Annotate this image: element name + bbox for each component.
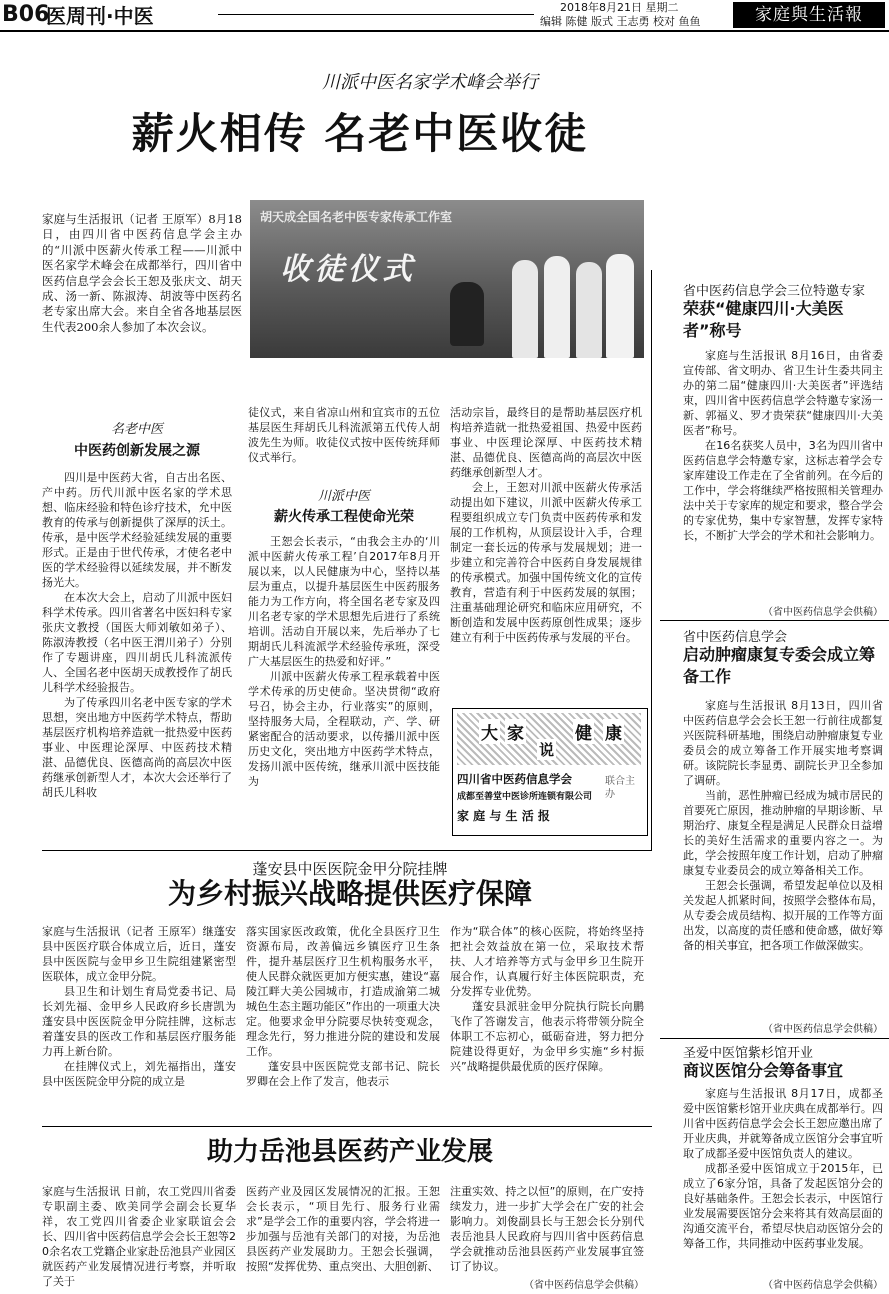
story3-col3: 注重实效、持之以恒”的原则，在广安持续发力，进一步扩大学会在广安的社会影响力。刘俊副县长与王恕会长分别代表岳池县人民政府与四川省中医药信息学会就推动岳池县医药产业发展事宜签订了协议。 bbox=[450, 1185, 644, 1273]
header-rule bbox=[218, 14, 534, 15]
col-divider-right bbox=[651, 270, 652, 850]
story2-headline: 为乡村振兴战略提供医疗保障 bbox=[167, 877, 532, 910]
header-bottom-rule bbox=[0, 30, 889, 32]
right-divider-2 bbox=[660, 1038, 889, 1039]
promo-char: 健 bbox=[573, 719, 594, 744]
story2-top-rule bbox=[42, 850, 652, 851]
photo-banner-text: 胡天成全国名老中医专家传承工作室 bbox=[260, 210, 453, 224]
right3-body: 家庭与生活报讯 8月17日，成都圣爱中医馆紫杉馆开业庆典在成都举行。四川省中医药信息学会会长王恕应邀出席了开业庆典，并就筹备成立医馆分会事宜听取了成都圣爱中医馆负责人的建议。 成都圣爱中医馆成立于2015年，已成立了6家分馆，具备了发起医馆分会的良好基础条件。王恕会长表示，中医馆行业发展需要医馆分会来将其有效高层面的沟通交流平台，希望尽快启动医馆分会的筹备工作，共同推动中医药事业发展。 bbox=[683, 1087, 883, 1250]
right1-body: 家庭与生活报讯 8月16日，由省委宣传部、省文明办、省卫生计生委共同主办的第二届“健康四川·大美医者”评选结束，四川省中医药信息学会特邀专家汤一新、郭福义、罗才贵荣获“健康四川·大美医者”称号。 在16名获奖人员中，3名为四川省中医药信息学会特邀专家，这标志着学会专家库建设工作走在了全省前列。在今后的工作中，学会将继续严格按照相关管理办法中关于专家库的规定和要求，整合学会的专家优势，集中专家智慧，发挥专家特长，不断扩大学会的学术和社会影响力。 bbox=[683, 349, 883, 542]
photo-caption: 收徒仪式 bbox=[280, 252, 416, 287]
right2-source: （省中医药信息学会供稿） bbox=[763, 1024, 883, 1035]
photo-figure-seated bbox=[450, 282, 484, 346]
promo-side-label: 联合主办 bbox=[605, 776, 635, 800]
story2-kicker: 蓬安县中医医院金甲分院挂牌 bbox=[252, 860, 448, 878]
page-label: B06 bbox=[2, 2, 50, 27]
sub1-title: 中医药创新发展之源 bbox=[74, 443, 200, 459]
right1-source: （省中医药信息学会供稿） bbox=[763, 607, 883, 618]
lead-kicker: 川派中医名家学术峰会举行 bbox=[322, 72, 538, 93]
right3-title: 商议医馆分会筹备事宜 bbox=[683, 1061, 844, 1080]
photo-figure-standing-3 bbox=[576, 262, 602, 358]
sub2-kicker: 川派中医 bbox=[317, 489, 370, 504]
sub2-title: 薪火传承工程使命光荣 bbox=[274, 509, 414, 525]
header-date: 2018年8月21日 星期二 bbox=[560, 1, 679, 14]
right2-title: 启动肿瘤康复专委会成立筹备工作 bbox=[683, 645, 876, 686]
header-credits: 编辑 陈健 版式 王志勇 校对 鱼鱼 bbox=[540, 15, 701, 28]
story2-col2: 落实国家医改政策，优化全县医疗卫生资源布局，改善偏远乡镇医疗卫生条件，提升基层医疗卫生机构服务水平，使人民群众就医更加方便实惠，建设“嘉陵江畔大美公园城市，打造成渝第二城城色生态主题功能区”作出的一项重大决定。他要求金甲分院要尽快转变观念，理念先行，努力推进分院的建设和发展工作。 蓬安县中医医院党支部书记、院长罗卿在会上作了发言，他表示 bbox=[246, 925, 440, 1088]
photo-figure-standing-1 bbox=[512, 260, 538, 358]
story2-col1: 家庭与生活报讯（记者 王原军）继蓬安县中医医疗联合体成立后，近日，蓬安县中医医院与金甲乡卫生院组建紧密型医联体，成立金甲分院。 县卫生和计划生育局党委书记、局长刘先福、金甲乡人民政府乡长唐凯为蓬安县中医医院金甲分院挂牌，这标志着蓬安县的医改工作和基层医疗服务能力再上新台阶。 在挂牌仪式上，刘先福指出，蓬安县中医医院金甲分院的成立是 bbox=[42, 925, 236, 1088]
promo-line-2: 成都至善堂中医诊所连锁有限公司 bbox=[457, 792, 593, 802]
right3-source: （省中医药信息学会供稿） bbox=[763, 1280, 883, 1291]
story3-source: （省中医药信息学会供稿） bbox=[524, 1280, 644, 1291]
section-name: 医周刊·中医 bbox=[46, 4, 154, 28]
promo-char: 康 bbox=[603, 719, 624, 744]
promo-banner bbox=[457, 713, 641, 765]
lead-photo bbox=[250, 200, 644, 358]
sub2-body: 王恕会长表示，“由我会主办的‘川派中医薪火传承工程’自2017年8月开展以来，以人民健康为中心，坚持以基层为重点，以提升基层医生中医药服务能力为工作方向，将全国名老专家及四川名老专家的学术思想先后进行了系统培训。活动自开展以来，先后举办了七期胡氏儿科流派学术经验传承班，深受广大基层医生的热爱和好评。” 川派中医薪火传承工程承载着中医学术传承的历史使命。坚决贯彻“政府号召，协会主办，行业落实”的原则，坚持服务大局，全程联动，产、学、研紧密配合的活动要求，以传播川派中医历史文化，突出地方中医药学术特点，发扬川派中医传统，继承川派中医技能为 bbox=[248, 535, 440, 788]
right1-kicker: 省中医药信息学会三位特邀专家 bbox=[683, 284, 866, 299]
lead-headline: 薪火相传 名老中医收徒 bbox=[131, 109, 589, 158]
story3-col2: 医药产业及园区发展情况的汇报。王恕会长表示，“项目先行、服务行业需求”是学会工作的重要内容，学会将进一步加强与岳池有关部门的对接，为岳池县医药产业发展助力。王恕会长强调，按照“发挥优势、重点突出、大胆创新、 bbox=[246, 1185, 440, 1273]
right2-body: 家庭与生活报讯 8月13日，四川省中医药信息学会会长王恕一行前往成都复兴医院科研基地，围绕启动肿瘤康复专业委员会的成立筹备工作开展实地考察调研。该院院长李显勇、副院长尹卫全参加了调研。 当前，恶性肿瘤已经成为城市居民的首要死亡原因，推动肿瘤的早期诊断、早期治疗、康复全程是满足人民群众日益增长的美好生活需求的重要内容之一。为此，学会按照年度工作计划，启动了肿瘤康复专业委员会的成立筹备相关工作。 王恕会长强调，希望发起单位以及相关发起人抓紧时间，按照学会整体布局，从专委会成员结构、拟开展的工作等方面出发，以高度的责任感和使命感，做好筹备的相关事宜，把各项工作做深做实。 bbox=[683, 699, 883, 952]
right-divider-1 bbox=[660, 620, 889, 621]
lead-col2-top: 徒仪式，来自省凉山州和宜宾市的五位基层医生拜胡氏儿科流派第五代传人胡波先生为师。收徒仪式按中医传统拜师仪式举行。 bbox=[248, 406, 440, 464]
sub1-kicker: 名老中医 bbox=[110, 422, 163, 437]
sub1-body: 四川是中医药大省，自古出名医、产中药。历代川派中医名家的学术思想、临床经验和特色诊疗技术，允中医教育的传承与创新提供了深厚的沃土。传承，是中医学术经验延续发展的重要形式。正是由于世代传承，才使名老中医的学术经验得以延续发展，并不断发扬光大。 在本次大会上，启动了川派中医妇科学术传承。四川省著名中医妇科专家张庆文教授（国医大师刘敏如弟子）、陈淑涛教授（名中医王渭川弟子）分别作了专题讲座，四川胡氏儿科流派传人、全国名老中医胡天成教授作了胡氏儿科学术经验报告。 为了传承四川名老中医专家的学术思想，突出地方中医药学术特点，帮助基层医疗机构培养造就一批热爱中医药事业、中医理论深厚、中医药技术精湛、品德优良、医德高尚的高层次中医药继承创新型人才，本次大会还举行了胡氏儿科收 bbox=[42, 471, 232, 799]
lead-intro: 家庭与生活报讯（记者 王原军）8月18日，由四川省中医药信息学会主办的“川派中医薪火传承工程——川派中医名家学术峰会在成都举行，四川省中医药信息学会会长王恕及张庆文、胡天成、汤一新、陈淑涛、胡波等中医药名老专家出席大会。来自全省各地基层医生代表200余人参加了本次会议。 bbox=[42, 212, 242, 334]
right3-kicker: 圣爱中医馆紫杉馆开业 bbox=[683, 1046, 814, 1061]
photo-figure-standing-2 bbox=[544, 256, 570, 358]
masthead-logo: 家庭與生活報 bbox=[733, 2, 885, 28]
right1-title: 荣获“健康四川·大美医者”称号 bbox=[683, 299, 844, 340]
promo-line-3: 家 庭 与 生 活 报 bbox=[457, 809, 550, 823]
photo-figure-standing-4 bbox=[606, 254, 634, 358]
story3-headline: 助力岳池县医药产业发展 bbox=[206, 1137, 493, 1167]
story3-top-rule bbox=[42, 1126, 652, 1127]
story2-col3: 作为“联合体”的核心医院，将始终坚持把社会效益放在第一位，采取技术帮扶、人才培养等方式与金甲乡卫生院开展合作，认真履行好主体医院职责，充分发挥专业优势。 蓬安县派驻金甲分院执行院长向鹏飞作了答谢发言，他表示将带领分院全体职工不忘初心，砥砺奋进，努力把分院建设得更好，为金甲乡实施“乡村振兴”战略提供最优质的医疗保障。 bbox=[450, 925, 644, 1073]
promo-line-1: 四川省中医药信息学会 bbox=[457, 772, 572, 786]
lead-col3: 活动宗旨，最终目的是帮助基层医疗机构培养造就一批热爱祖国、热爱中医药事业、中医理论深厚、中医药技术精湛、品德优良、医德高尚的高层次中医药继承创新型人才。 会上，王恕对川派中医薪火传承活动提出如下建议，川派中医薪火传承工程要组织成立专门负责中医药传承和发展的工作机构，从顶层设计入手，合理制定一套长远的传承与发展规划；进一步建立和完善符合中医药自身发展规律的传承模式。加强中国传统文化的宣传教育，营造有利于中医药发展的氛围；注重基础理论研究和临床应用研究，不断创造和发展中医药原创性成果；逐步建立有利于中医药传承与发展的平台。 bbox=[450, 406, 642, 644]
promo-char: 家 bbox=[505, 719, 526, 744]
promo-box bbox=[452, 708, 648, 836]
promo-char: 大 bbox=[479, 719, 500, 744]
promo-char: 说 bbox=[539, 741, 555, 759]
right2-kicker: 省中医药信息学会 bbox=[683, 630, 788, 645]
story3-col1: 家庭与生活报讯 日前，农工党四川省委专职副主委、欧美同学会副会长夏华祥，农工党四川省委企业家联谊会会长、四川省中医药信息学会会长王恕等20余名农工党籍企业家赴岳池县产业园区就医药产业发展情况进行考察，并听取了关于 bbox=[42, 1185, 236, 1288]
